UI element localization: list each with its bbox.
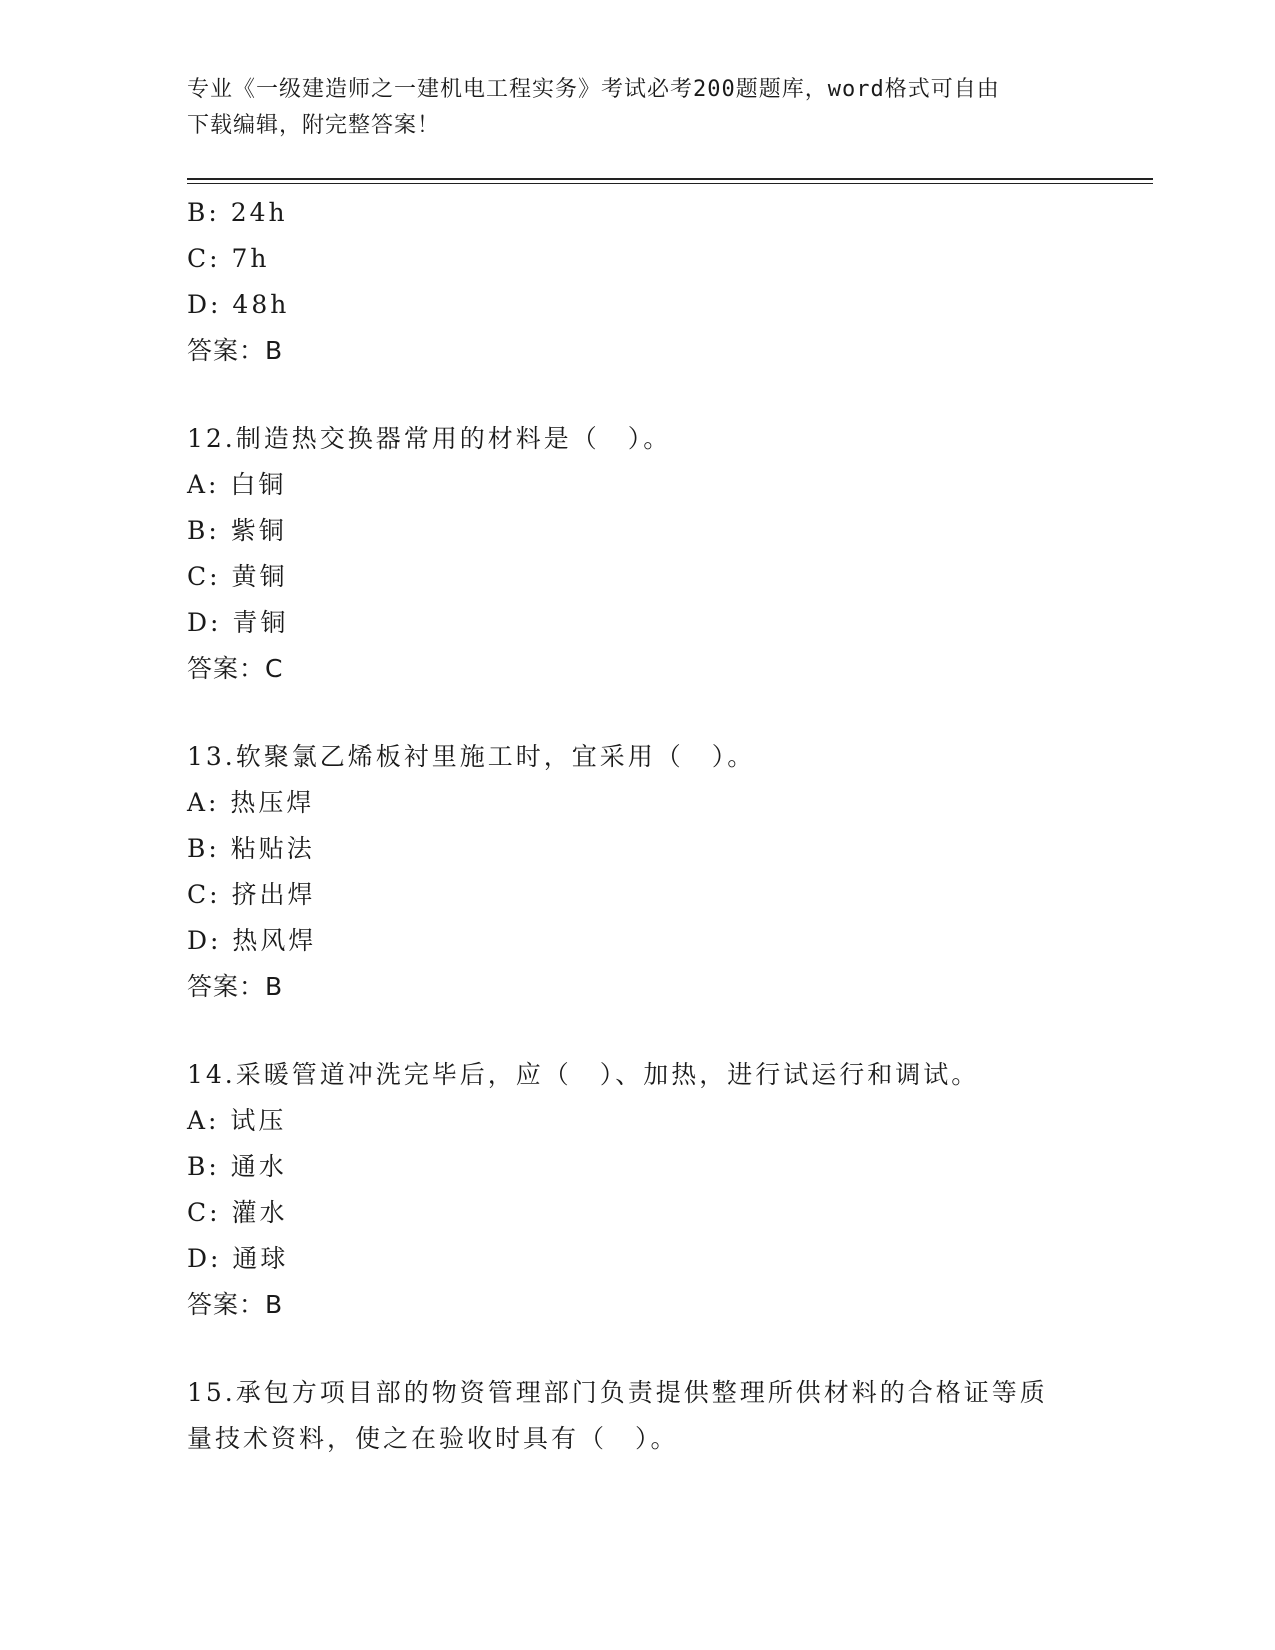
option-a: A: 热压焊 bbox=[187, 788, 315, 817]
question-stem-line-2: 量技术资料，使之在验收时具有（ ）。 bbox=[187, 1424, 679, 1453]
question-11-continuation bbox=[187, 190, 1087, 374]
question-list bbox=[187, 190, 1087, 1462]
answer: 答案：B bbox=[187, 336, 284, 365]
option-d: D: 48h bbox=[187, 290, 290, 319]
page-header bbox=[187, 72, 1087, 144]
question-stem: 13.软聚氯乙烯板衬里施工时，宜采用（ ）。 bbox=[187, 742, 756, 771]
option-c: C: 7h bbox=[187, 244, 270, 273]
question-12 bbox=[187, 416, 1087, 692]
answer: 答案：B bbox=[187, 1290, 284, 1319]
header-title-line-2: 下载编辑，附完整答案！ bbox=[187, 113, 441, 138]
option-a: A: 白铜 bbox=[187, 470, 287, 499]
question-stem: 12.制造热交换器常用的材料是（ ）。 bbox=[187, 424, 672, 453]
option-a: A: 试压 bbox=[187, 1106, 287, 1135]
option-d: D: 通球 bbox=[187, 1244, 289, 1273]
option-c: C: 黄铜 bbox=[187, 562, 288, 591]
option-d: D: 热风焊 bbox=[187, 926, 317, 955]
header-title-line-1: 专业《一级建造师之一建机电工程实务》考试必考200题题库，word格式可自由 bbox=[187, 77, 1000, 102]
question-13 bbox=[187, 734, 1087, 1010]
option-b: B: 粘贴法 bbox=[187, 834, 315, 863]
header-divider bbox=[187, 178, 1153, 180]
question-stem-line-1: 15.承包方项目部的物资管理部门负责提供整理所供材料的合格证等质 bbox=[187, 1378, 1048, 1407]
option-b: B: 通水 bbox=[187, 1152, 287, 1181]
option-b: B: 紫铜 bbox=[187, 516, 287, 545]
option-d: D: 青铜 bbox=[187, 608, 289, 637]
question-14 bbox=[187, 1052, 1087, 1328]
option-c: C: 挤出焊 bbox=[187, 880, 316, 909]
option-c: C: 灌水 bbox=[187, 1198, 288, 1227]
option-b: B: 24h bbox=[187, 198, 288, 227]
answer: 答案：C bbox=[187, 654, 284, 683]
question-15 bbox=[187, 1370, 1087, 1462]
question-stem: 14.采暖管道冲洗完毕后，应（ ）、加热，进行试运行和调试。 bbox=[187, 1060, 980, 1089]
answer: 答案：B bbox=[187, 972, 284, 1001]
header-divider-thin bbox=[187, 183, 1153, 184]
